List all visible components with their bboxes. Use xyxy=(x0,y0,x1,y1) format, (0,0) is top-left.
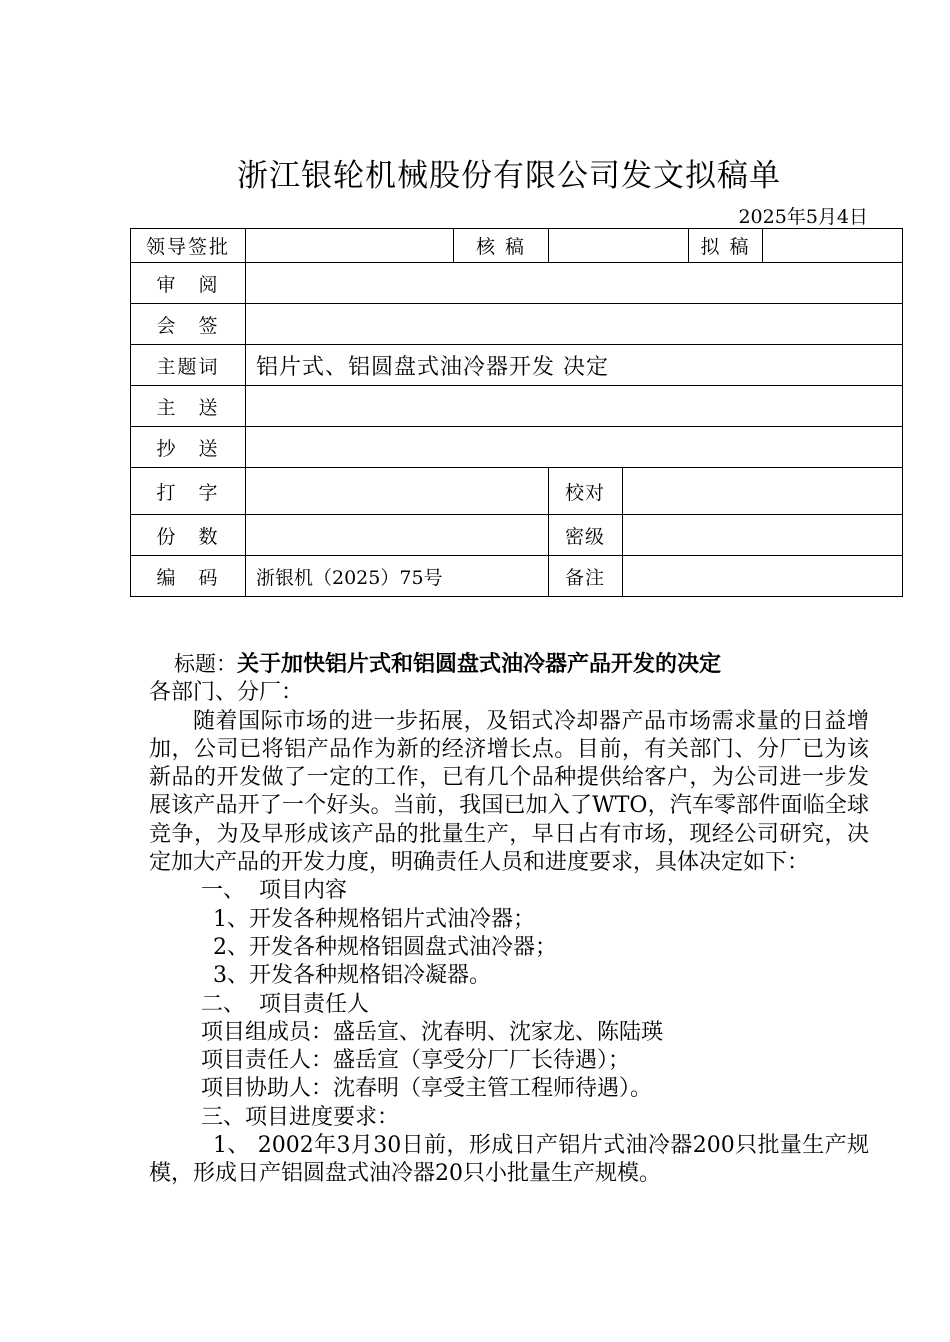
item-2-text: 开发各种规格铝圆盘式油冷器； xyxy=(249,934,558,960)
progress-1-number: 1、 xyxy=(213,1133,250,1159)
proofread-label: 校对 xyxy=(549,468,623,515)
document-title: 浙江银轮机械股份有限公司发文拟稿单 xyxy=(237,158,781,194)
list-item xyxy=(149,934,869,962)
code-value[interactable]: 浙银机（2025）75号 xyxy=(246,556,549,597)
form-row-code xyxy=(131,556,903,597)
form-row-copies xyxy=(131,515,903,556)
project-assistant: 项目协助人：沈春明（享受主管工程师待遇）。 xyxy=(201,1076,653,1102)
draft-field[interactable] xyxy=(763,229,903,263)
secret-level-label: 密级 xyxy=(549,515,623,556)
form-row-subject xyxy=(131,345,903,386)
item-3-number: 3、 xyxy=(213,963,249,989)
countersign-label: 会 签 xyxy=(131,304,246,345)
progress-item-1 xyxy=(149,1132,869,1189)
code-label: 编 码 xyxy=(131,556,246,597)
subject-value[interactable]: 铝片式、铝圆盘式油冷器开发 决定 xyxy=(246,345,903,386)
project-members: 项目组成员：盛岳宣、沈春明、沈家龙、陈陆瑛 xyxy=(201,1019,664,1045)
read-field[interactable] xyxy=(246,263,903,304)
heading-text: 关于加快铝片式和铝圆盘式油冷器产品开发的决定 xyxy=(237,652,722,677)
section-1-number: 一、 xyxy=(201,878,246,904)
review-field[interactable] xyxy=(549,229,689,263)
send-to-field[interactable] xyxy=(246,386,903,427)
read-label: 审 阅 xyxy=(131,263,246,304)
secret-level-field[interactable] xyxy=(623,515,903,556)
draft-label: 拟 稿 xyxy=(689,229,763,263)
form-row-copy-to xyxy=(131,427,903,468)
heading-line xyxy=(149,650,869,679)
progress-1-text: 2002年3月30日前，形成日产铝片式油冷器200只批量生产规模，形成日产铝圆盘式油冷器20只小批量生产规模。 xyxy=(149,1133,869,1187)
form-row-typing xyxy=(131,468,903,515)
section-1-heading xyxy=(149,877,869,905)
item-1-text: 开发各种规格铝片式油冷器； xyxy=(249,906,536,932)
form-row-countersign xyxy=(131,304,903,345)
section-1-title: 项目内容 xyxy=(259,878,348,904)
remarks-field[interactable] xyxy=(623,556,903,597)
form-row-approval xyxy=(131,229,903,263)
list-item xyxy=(149,962,869,990)
document-date: 2025年5月4日 xyxy=(738,206,868,228)
heading-prefix: 标题： xyxy=(174,652,237,676)
subject-label: 主题词 xyxy=(131,345,246,386)
proofread-field[interactable] xyxy=(623,468,903,515)
copies-field[interactable] xyxy=(246,515,549,556)
item-2-number: 2、 xyxy=(213,934,249,960)
draft-form-table xyxy=(130,228,903,597)
form-row-read xyxy=(131,263,903,304)
typing-label: 打 字 xyxy=(131,468,246,515)
item-1-number: 1、 xyxy=(213,906,249,932)
section-2-heading xyxy=(149,991,869,1019)
send-to-label: 主 送 xyxy=(131,386,246,427)
copy-to-label: 抄 送 xyxy=(131,427,246,468)
intro-paragraph: 随着国际市场的进一步拓展，及铝式冷却器产品市场需求量的日益增加，公司已将铝产品作为新的经济增长点。目前，有关部门、分厂已为该新品的开发做了一定的工作，已有几个品种提供给客户，为公司进一步发展该产品开了一个好头。当前，我国已加入了WTO，汽车零部件面临全球竞争，为及早形成该产品的批量生产，早日占有市场，现经公司研究，决定加大产品的开发力度，明确责任人员和进度要求，具体决定如下： xyxy=(149,708,869,876)
item-3-text: 开发各种规格铝冷凝器。 xyxy=(249,963,492,989)
project-leader: 项目责任人：盛岳宣（享受分厂厂长待遇）； xyxy=(201,1048,631,1074)
document-body xyxy=(149,650,869,1189)
remarks-label: 备注 xyxy=(549,556,623,597)
list-item xyxy=(149,906,869,934)
section-2-number: 二、 xyxy=(201,991,246,1017)
review-label: 核 稿 xyxy=(454,229,549,263)
copy-to-field[interactable] xyxy=(246,427,903,468)
section-2-title: 项目责任人 xyxy=(259,991,370,1017)
form-row-send-to xyxy=(131,386,903,427)
section-3-heading: 三、项目进度要求： xyxy=(201,1104,400,1130)
countersign-field[interactable] xyxy=(246,304,903,345)
leader-approval-label: 领导签批 xyxy=(131,229,246,263)
copies-label: 份 数 xyxy=(131,515,246,556)
leader-approval-field[interactable] xyxy=(246,229,454,263)
typing-field[interactable] xyxy=(246,468,549,515)
salutation: 各部门、分厂： xyxy=(149,680,304,706)
